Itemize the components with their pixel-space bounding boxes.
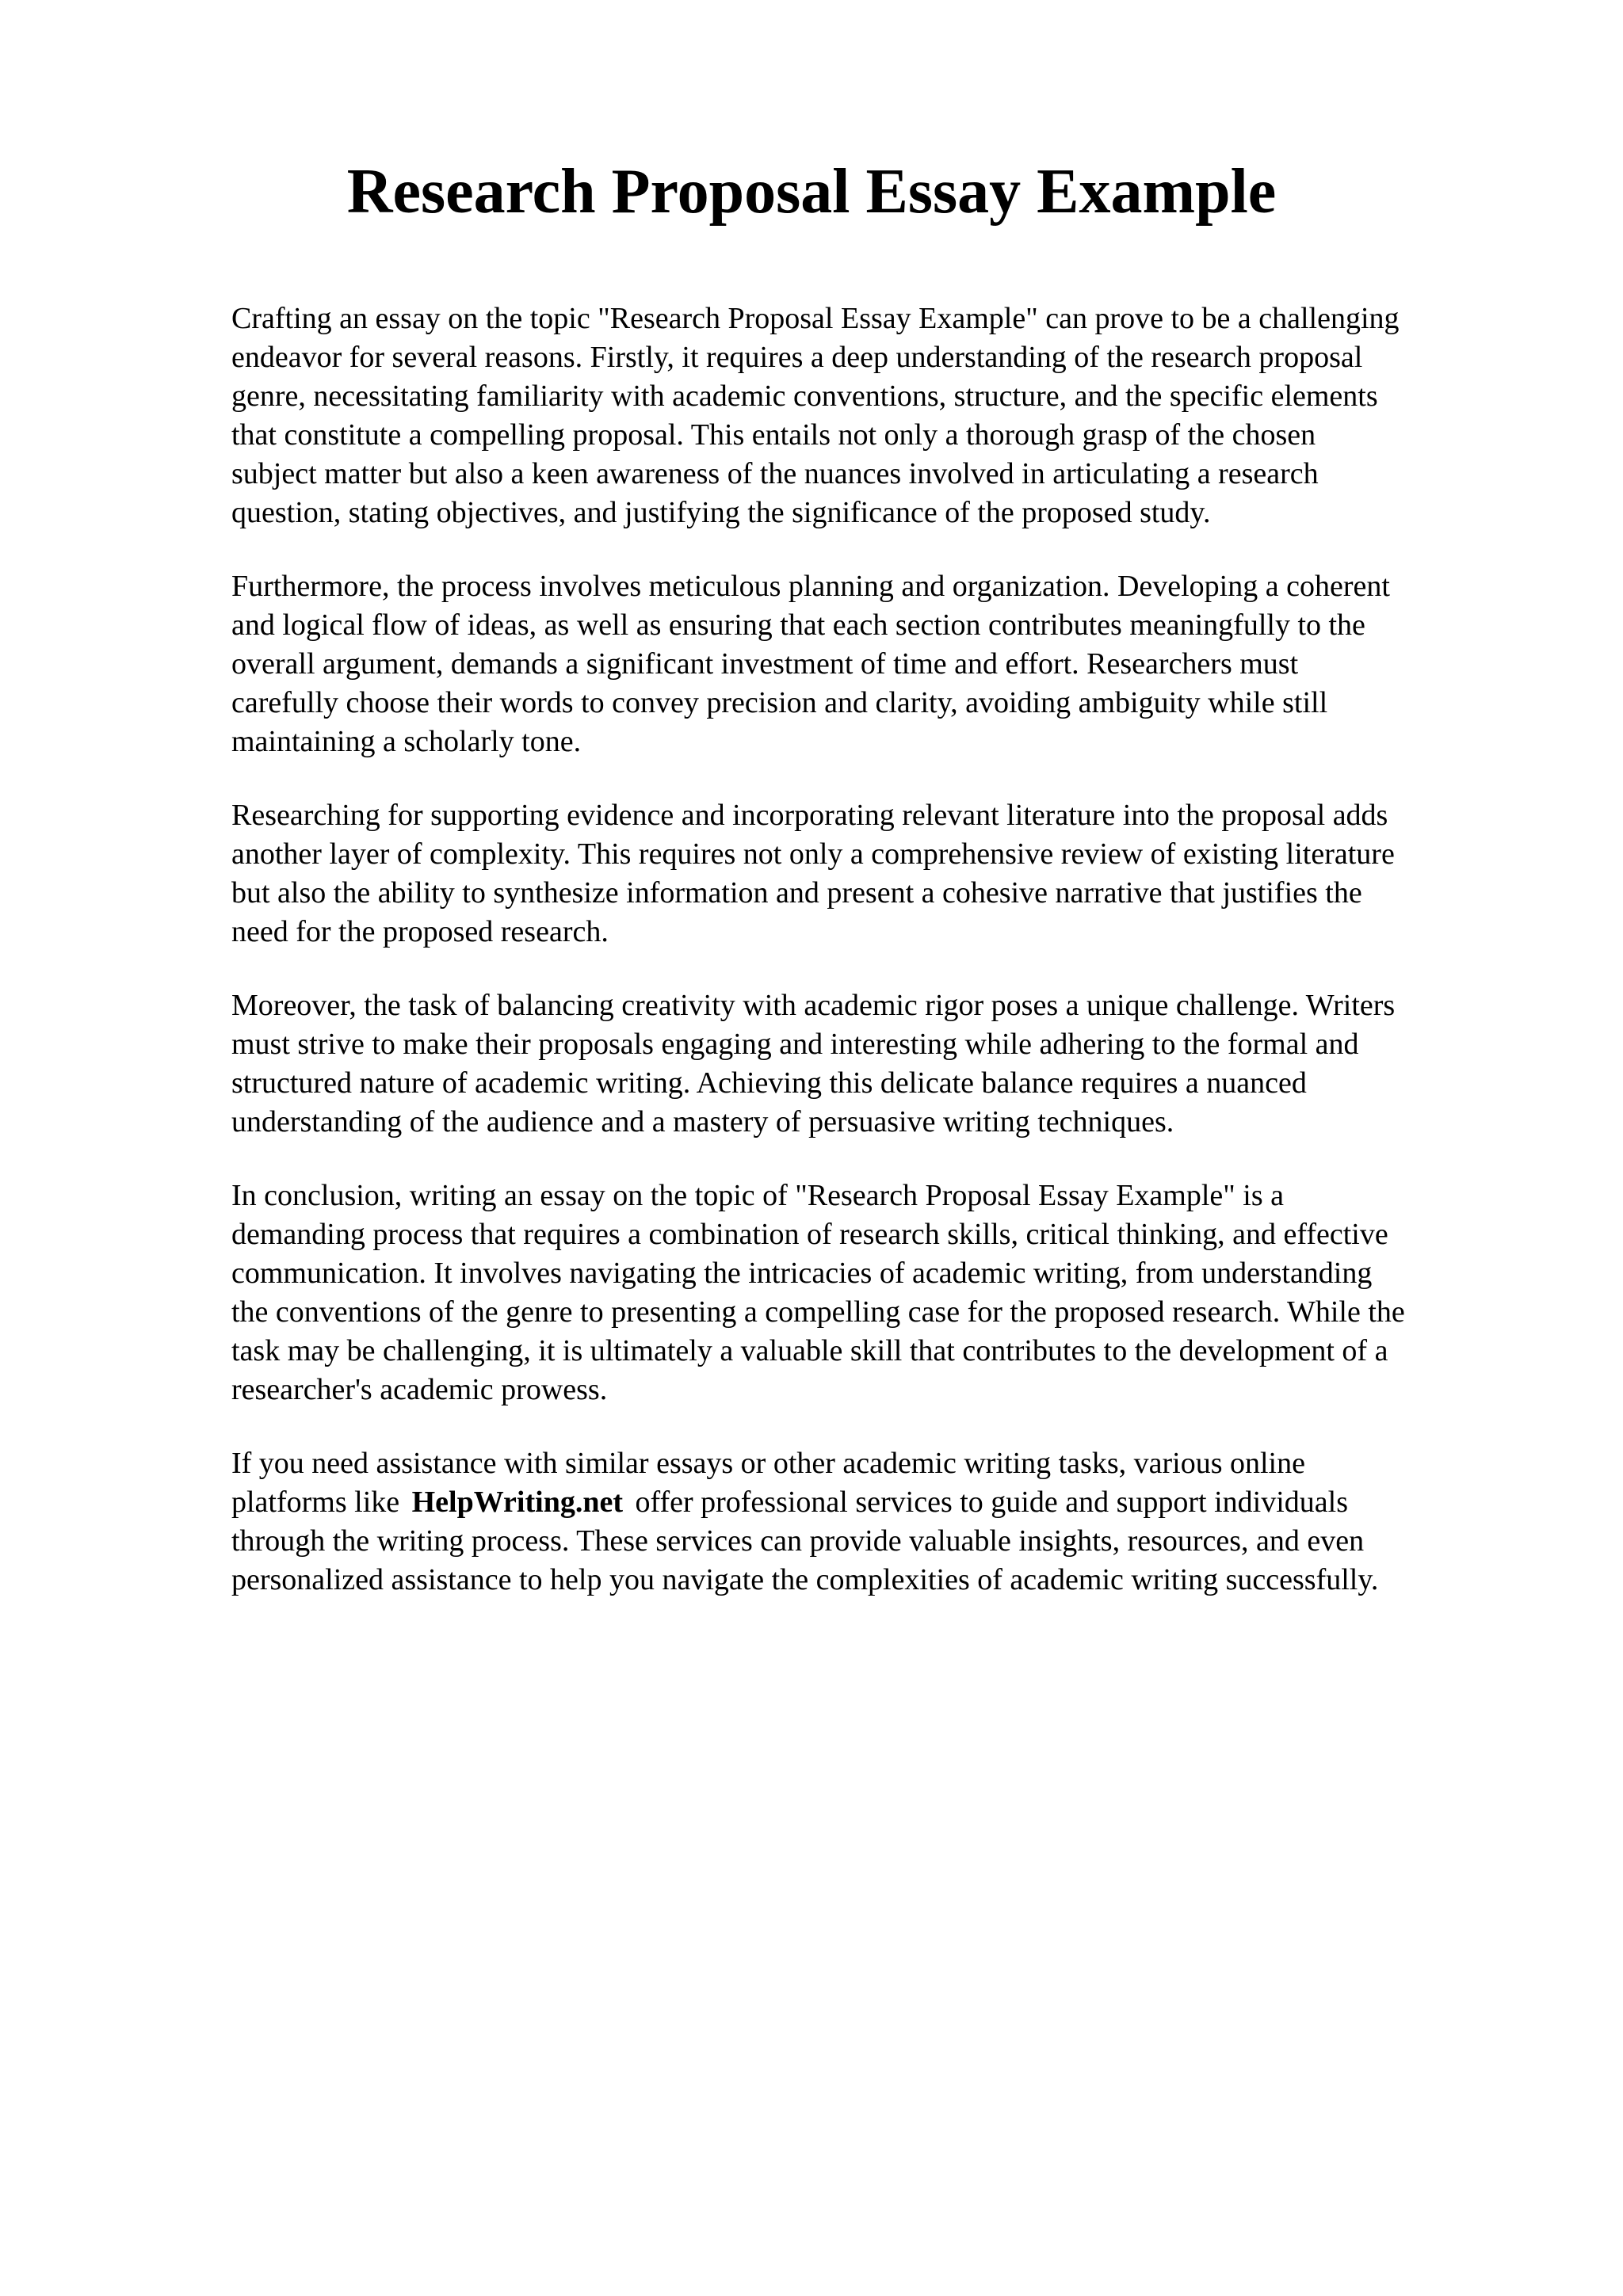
text-line: that constitute a compelling proposal. This entails not only a thorough grasp of the chosen [231, 418, 1316, 452]
text-line: question, stating objectives, and justifying the significance of the proposed study. [231, 496, 1211, 529]
text-line: task may be challenging, it is ultimately a valuable skill that contributes to the development of a [231, 1334, 1388, 1367]
text-line: but also the ability to synthesize information and present a cohesive narrative that justifies the [231, 876, 1362, 910]
text-line: the conventions of the genre to presenting a compelling case for the proposed research. While the [231, 1295, 1405, 1329]
paragraph-1 [231, 299, 1531, 532]
text-line: understanding of the audience and a mastery of persuasive writing techniques. [231, 1105, 1174, 1138]
paragraph-4 [231, 986, 1531, 1142]
text-line: In conclusion, writing an essay on the topic of "Research Proposal Essay Example" is a [231, 1179, 1284, 1212]
text-line: Researching for supporting evidence and incorporating relevant literature into the proposal adds [231, 799, 1388, 832]
text-line: Crafting an essay on the topic "Research Proposal Essay Example" can prove to be a challenging [231, 302, 1400, 335]
text-line: through the writing process. These services can provide valuable insights, resources, and even [231, 1524, 1365, 1558]
text-line: Moreover, the task of balancing creativity with academic rigor poses a unique challenge. Writers [231, 989, 1396, 1022]
text-line: endeavor for several reasons. Firstly, it requires a deep understanding of the research proposal [231, 341, 1363, 374]
helpwriting-link[interactable]: HelpWriting.net [411, 1486, 623, 1519]
text-segment: offer professional services to guide and support individuals [635, 1486, 1348, 1519]
paragraph-2 [231, 567, 1531, 761]
text-line: subject matter but also a keen awareness of the nuances involved in articulating a research [231, 457, 1319, 490]
text-line: maintaining a scholarly tone. [231, 725, 582, 758]
text-line: personalized assistance to help you navigate the complexities of academic writing successfully. [231, 1563, 1379, 1596]
text-line: communication. It involves navigating the intricacies of academic writing, from understanding [231, 1257, 1373, 1290]
text-line: overall argument, demands a significant investment of time and effort. Researchers must [231, 647, 1299, 681]
text-line: demanding process that requires a combination of research skills, critical thinking, and effective [231, 1218, 1388, 1251]
text-line-with-link [231, 1483, 1531, 1522]
text-line: another layer of complexity. This requires not only a comprehensive review of existing literature [231, 837, 1395, 871]
text-line: researcher's academic prowess. [231, 1373, 608, 1406]
text-line: must strive to make their proposals engaging and interesting while adhering to the formal and [231, 1028, 1359, 1061]
text-line: If you need assistance with similar essays or other academic writing tasks, various online [231, 1447, 1305, 1480]
text-line: structured nature of academic writing. Achieving this delicate balance requires a nuanced [231, 1066, 1307, 1100]
text-line: and logical flow of ideas, as well as ensuring that each section contributes meaningfully to the [231, 608, 1365, 642]
paragraph-5 [231, 1177, 1531, 1409]
paragraph-3 [231, 796, 1531, 952]
paragraph-6 [231, 1444, 1531, 1600]
text-line: need for the proposed research. [231, 915, 609, 948]
text-segment: platforms like [231, 1486, 400, 1519]
text-line: Furthermore, the process involves meticulous planning and organization. Developing a coherent [231, 570, 1390, 603]
essay-body [231, 299, 1531, 1634]
text-line: genre, necessitating familiarity with academic conventions, structure, and the specific elements [231, 379, 1378, 413]
page-title: Research Proposal Essay Example [346, 157, 1277, 227]
text-line: carefully choose their words to convey precision and clarity, avoiding ambiguity while still [231, 686, 1328, 719]
